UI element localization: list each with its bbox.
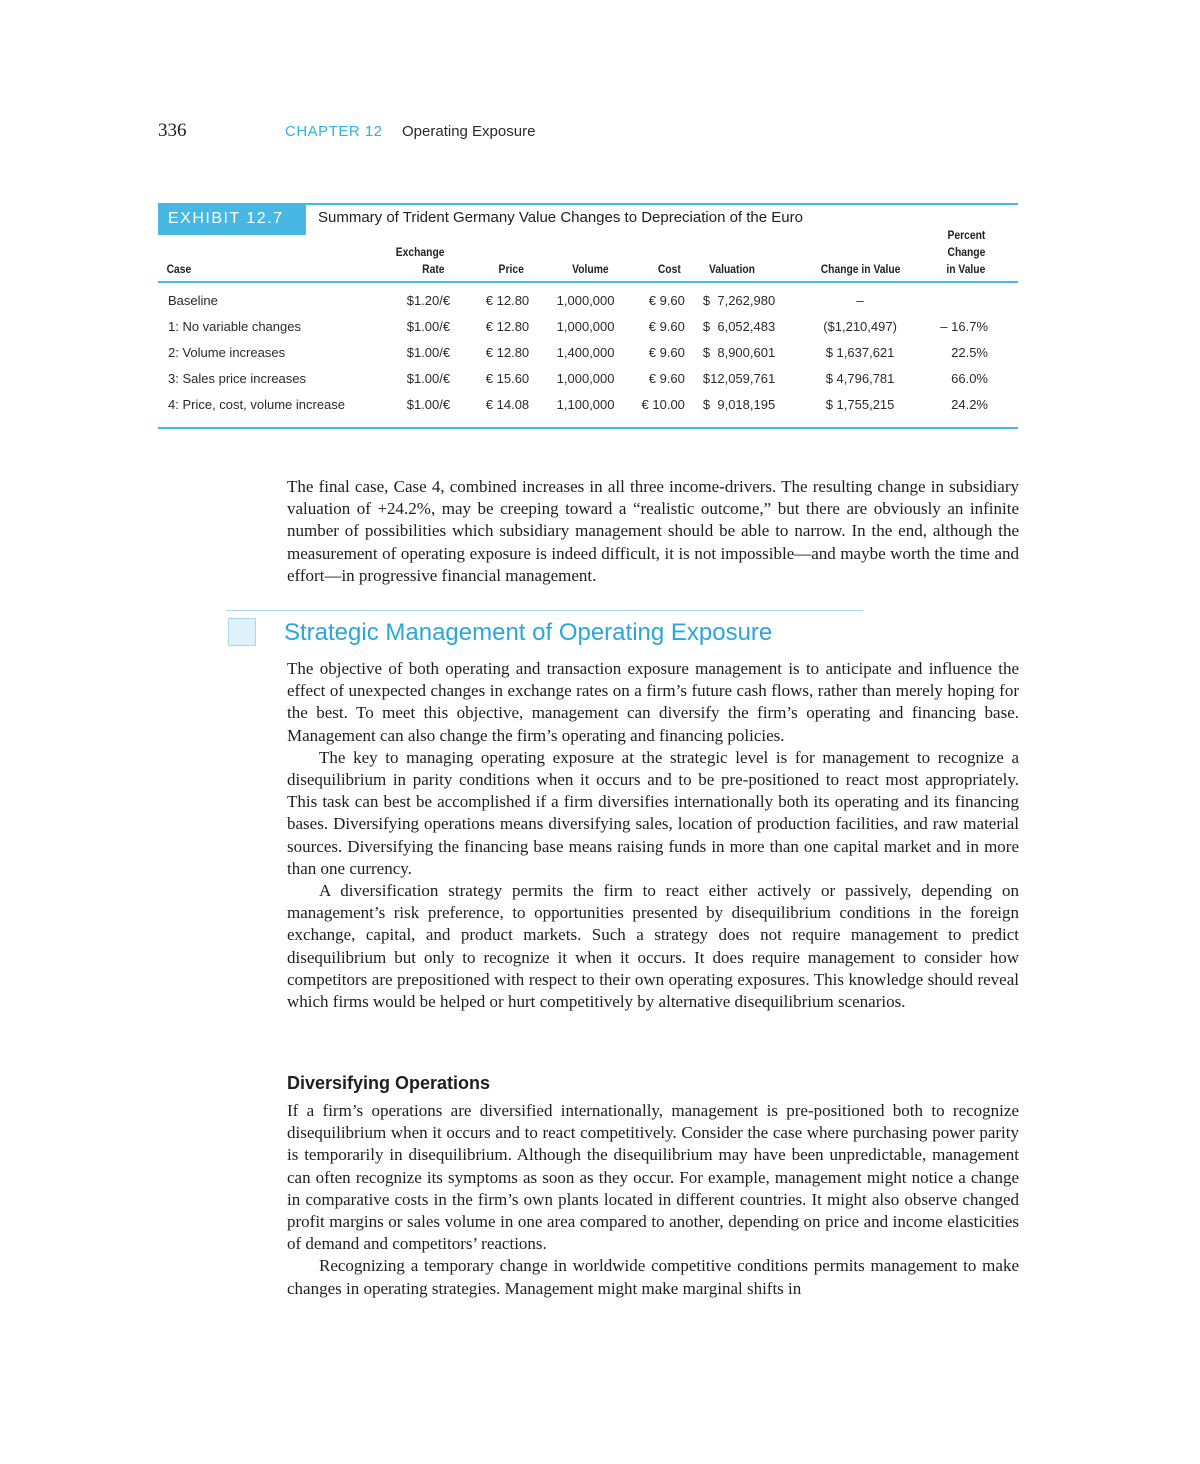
cell-cost: € 9.60 (648, 318, 685, 334)
cell-change-in-value: $ 4,796,781 (825, 370, 895, 386)
cell-cost: € 9.60 (648, 292, 685, 308)
cell-valuation: $ 6,052,483 (702, 318, 776, 334)
table-row (158, 313, 1018, 339)
cell-exchange-rate: $1.00/€ (406, 318, 451, 334)
paragraph: If a firm’s operations are diversified internationally, management is pre-positioned both to recognize disequilibrium when it occurs and to react competitively. Consider the case where purchasing power parity is temporarily in disequilibrium. Although the disequilibrium may have been unpredictable, management can often recognize its symptoms as soon as they occur. For example, management might notice a change in comparative costs in the firm’s own plants located in different countries. It might also observe changed profit margins or sales volume in one area compared to another, depending on price and income elasticities of demand and competitors’ reactions. (287, 1101, 1019, 1254)
paragraph: A diversification strategy permits the firm to react either actively or passively, depending on management’s risk preference, to opportunities presented by disequilibrium conditions in the foreign exchange, capital, and product markets. Such a strategy does not require management to predict disequilibrium but only to recognize it when it occurs. It does require management to consider how competitors are prepositioned with respect to their own operating exposures. This knowledge should reveal which firms would be helped or hurt competitively by alternative disequilibrium scenarios. (287, 881, 1019, 1012)
table-header-row (158, 221, 1018, 282)
table-row (158, 339, 1018, 365)
cell-valuation: $12,059,761 (702, 370, 776, 386)
exhibit-table (158, 221, 1018, 429)
cell-exchange-rate: $1.00/€ (363, 391, 453, 428)
col-header-price: Price (458, 221, 526, 282)
section-heading: Strategic Management of Operating Exposure (284, 619, 773, 646)
cell-price: € 12.80 (485, 344, 530, 360)
table-row (158, 282, 1018, 313)
cell-case: 2: Volume increases (168, 344, 286, 360)
col-header-volume: Volume (537, 221, 610, 282)
table-row (158, 391, 1018, 428)
cell-percent-change: 24.2% (915, 391, 1018, 428)
col-header-valuation: Valuation (695, 221, 797, 282)
page-number: 336 (158, 120, 187, 141)
cell-volume: 1,000,000 (556, 318, 615, 334)
cell-volume: 1,400,000 (556, 344, 615, 360)
cell-percent-change: – 16.7% (940, 318, 988, 334)
col-header-exchange-rate: Exchange Rate (369, 221, 446, 282)
cell-exchange-rate: $1.00/€ (406, 344, 451, 360)
cell-valuation: $ 9,018,195 (687, 391, 806, 428)
running-head (158, 120, 858, 144)
section-marker (228, 618, 256, 646)
col-header-change-in-value: Change in Value (813, 221, 907, 282)
cell-valuation: $ 8,900,601 (702, 344, 776, 360)
cell-case: Baseline (168, 292, 218, 308)
cell-percent-change: 66.0% (951, 370, 988, 386)
paragraph: The objective of both operating and transaction exposure management is to anticipate and influence the effect of unexpected changes in exchange rates on a firm’s future cash flows, rather than merely hoping for the best. To meet this objective, management can diversify the firm’s operating and financing base. Management can also change the firm’s operating and financing policies. (287, 659, 1019, 745)
cell-exchange-rate: $1.00/€ (406, 370, 451, 386)
cell-case: 1: No variable changes (168, 318, 301, 334)
pct-header-line: in Value (945, 262, 985, 276)
cell-exchange-rate: $1.20/€ (406, 292, 451, 308)
pct-header-line: Change (947, 245, 985, 259)
cell-price: € 15.60 (485, 370, 530, 386)
col-header-case: Case (158, 221, 334, 282)
intro-text (287, 476, 1019, 587)
cell-volume: 1,000,000 (556, 292, 615, 308)
table-row (158, 365, 1018, 391)
cell-cost: € 9.60 (648, 370, 685, 386)
exhibit-tag: EXHIBIT 12.7 (158, 203, 306, 235)
cell-case: 3: Sales price increases (168, 370, 307, 386)
intro-paragraph: The final case, Case 4, combined increases in all three income-drivers. The resulting change in subsidiary valuation of +24.2%, may be creeping toward a “realistic outcome,” but there are obviously an infinite number of possibilities which subsidiary management should be able to narrow. In the end, although the measurement of operating exposure is indeed difficult, it is not impossible—and maybe worth the time and effort—in progressive financial management. (287, 477, 1019, 585)
cell-volume: 1,000,000 (556, 370, 615, 386)
section-rule (226, 610, 863, 611)
pct-header-line: Percent (947, 228, 985, 242)
cell-volume: 1,100,000 (531, 391, 616, 428)
chapter-label: CHAPTER 12 (285, 123, 383, 140)
cell-cost: € 10.00 (617, 391, 687, 428)
subsection-body (287, 1100, 1019, 1300)
col-header-percent-change (922, 221, 1011, 282)
paragraph: The key to managing operating exposure at the strategic level is for management to recognize a disequilibrium in parity conditions when it occurs and to be pre-positioned to react most appropriately. This task can best be accomplished if a firm diversifies internationally both its operating and its financing bases. Diversifying operations means diversifying sales, location of production facilities, and raw material sources. Diversifying the financing base means raising funds in more than one capital market and in more than one currency. (287, 747, 1019, 878)
chapter-title: Operating Exposure (402, 123, 536, 140)
cell-valuation: $ 7,262,980 (702, 292, 776, 308)
cell-change-in-value: $ 1,637,621 (825, 344, 895, 360)
cell-cost: € 9.60 (648, 344, 685, 360)
cell-percent-change: 22.5% (951, 344, 988, 360)
subsection-heading: Diversifying Operations (287, 1073, 491, 1093)
col-header-cost: Cost (621, 221, 682, 282)
exhibit-top-rule (306, 203, 1018, 205)
cell-price: € 12.80 (485, 292, 530, 308)
cell-change-in-value: $ 1,755,215 (806, 391, 915, 428)
cell-change-in-value: – (856, 292, 864, 308)
cell-price: € 14.08 (452, 391, 531, 428)
paragraph: Recognizing a temporary change in worldwide competitive conditions permits management to make changes in operating strategies. Management might make marginal shifts in (287, 1256, 1019, 1298)
cell-case: 4: Price, cost, volume increase (158, 391, 363, 428)
cell-percent-change (915, 282, 1018, 313)
section-body (287, 658, 1019, 1013)
exhibit-title: Summary of Trident Germany Value Changes to Depreciation of the Euro (318, 209, 803, 226)
cell-price: € 12.80 (485, 318, 530, 334)
cell-change-in-value: ($1,210,497) (823, 318, 897, 334)
